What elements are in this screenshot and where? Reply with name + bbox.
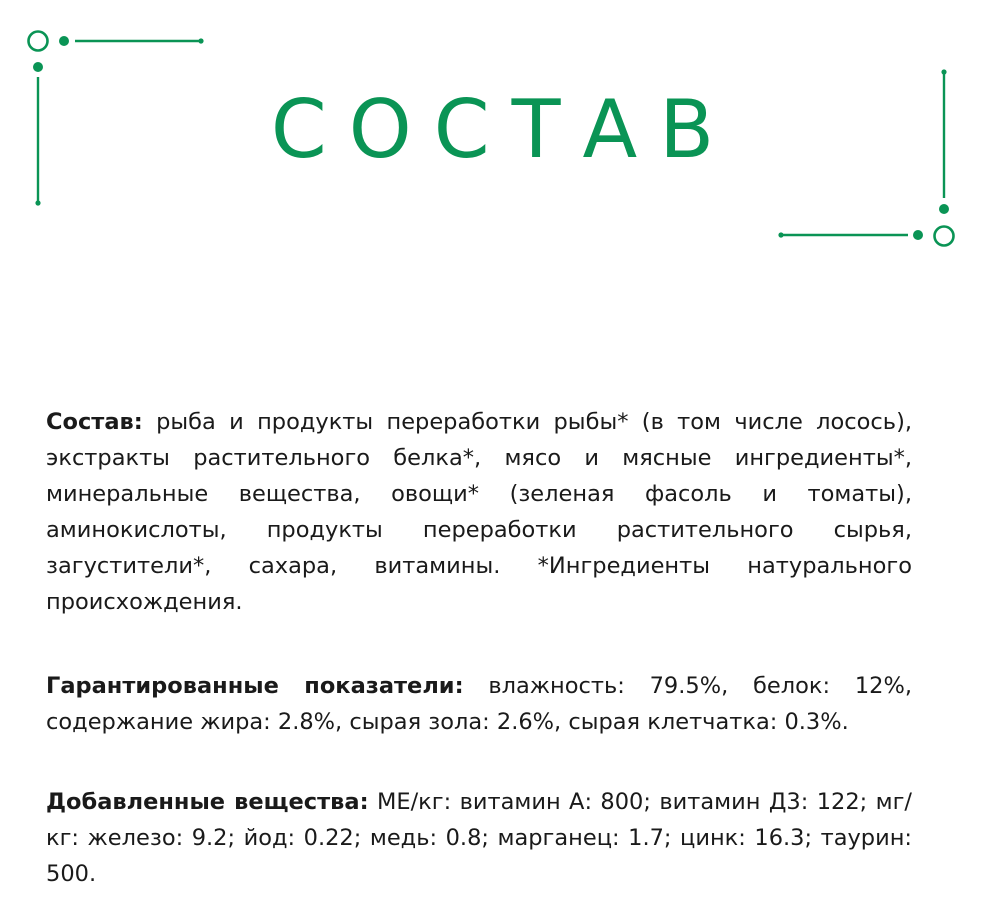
dot-icon <box>939 204 949 214</box>
guaranteed-indicators-label: Гарантированные показатели: <box>46 673 464 699</box>
dot-icon <box>59 36 69 46</box>
added-substances-section <box>46 784 912 892</box>
line-end-dot-icon <box>35 200 40 205</box>
line-end-dot-icon <box>198 38 203 43</box>
hollow-circle-icon <box>935 227 954 246</box>
guaranteed-indicators-section <box>46 668 912 740</box>
dot-icon <box>33 62 43 72</box>
added-substances-label: Добавленные вещества: <box>46 789 369 815</box>
page-title: СОСТАВ <box>270 83 737 176</box>
line-end-dot-icon <box>778 232 783 237</box>
composition-label: Состав: <box>46 409 143 435</box>
guaranteed-indicators-text: влажность: 79.5%, белок: 12%, содержание жира: 2.8%, сырая зола: 2.6%, сырая клетчатка: 0.3%. <box>46 673 912 735</box>
added-substances-text: МЕ/кг: витамин А: 800; витамин Д3: 122; мг/кг: железо: 9.2; йод: 0.22; медь: 0.8; марганец: 1.7; цинк: 16.3; таурин: 500. <box>46 789 912 887</box>
composition-section <box>46 404 912 620</box>
hollow-circle-icon <box>29 32 48 51</box>
composition-text: рыба и продукты переработки рыбы* (в том числе лосось), экстракты растительного белка*, мясо и мясные ингредиенты*, минеральные вещества, овощи* (зеленая фасоль и томаты), аминокислоты, продукты переработки растительного сырья, загустители*, сахара, витамины. *Ингредиенты натурального происхождения. <box>46 409 912 615</box>
dot-icon <box>913 230 923 240</box>
line-end-dot-icon <box>941 69 946 74</box>
